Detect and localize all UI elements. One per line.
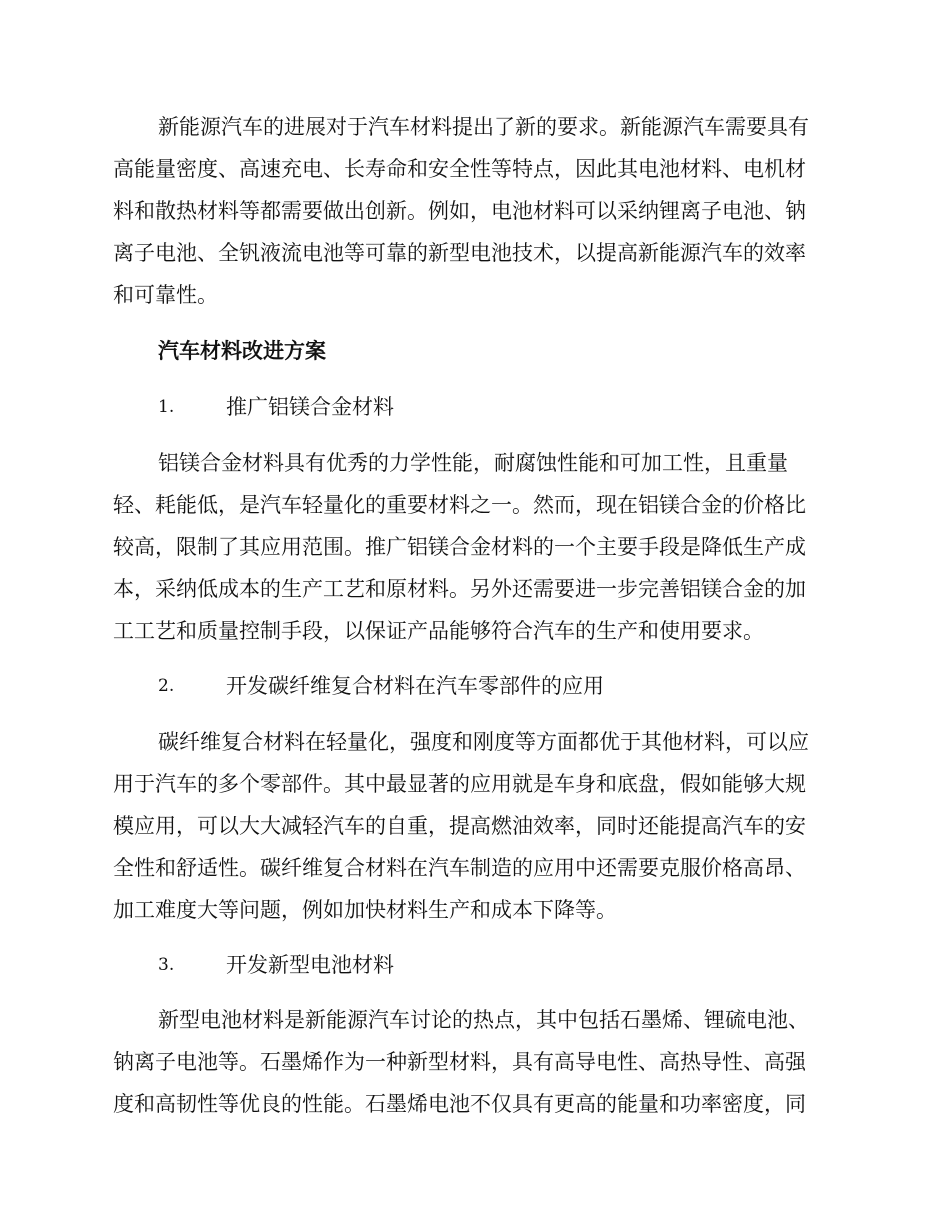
item-title: 推广铝镁合金材料 bbox=[226, 395, 394, 419]
text-line: 度和高韧性等优良的性能。石墨烯电池不仅具有更高的能量和功率密度，同 bbox=[113, 1092, 806, 1116]
text-line: 新能源汽车的进展对于汽车材料提出了新的要求。新能源汽车需要具有 bbox=[158, 115, 809, 139]
text-line: 本，采纳低成本的生产工艺和原材料。另外还需要进一步完善铝镁合金的加 bbox=[113, 577, 806, 601]
text-line: 铝镁合金材料具有优秀的力学性能，耐腐蚀性能和可加工性，且重量 bbox=[158, 451, 788, 475]
text-line: 轻、耗能低，是汽车轻量化的重要材料之一。然而，现在铝镁合金的价格比 bbox=[113, 493, 806, 517]
text-line: 高能量密度、高速充电、长寿命和安全性等特点，因此其电池材料、电机材 bbox=[113, 157, 806, 181]
text-line: 较高，限制了其应用范围。推广铝镁合金材料的一个主要手段是降低生产成 bbox=[113, 535, 806, 559]
text-line: 加工难度大等问题，例如加快材料生产和成本下降等。 bbox=[113, 898, 617, 922]
text-line: 料和散热材料等都需要做出创新。例如，电池材料可以采纳锂离子电池、钠 bbox=[113, 199, 806, 223]
text-line: 模应用，可以大大减轻汽车的自重，提高燃油效率，同时还能提高汽车的安 bbox=[113, 814, 806, 838]
item-title: 开发碳纤维复合材料在汽车零部件的应用 bbox=[226, 674, 604, 698]
item-number: 3. bbox=[158, 955, 175, 975]
item-number: 1. bbox=[158, 397, 175, 417]
section-heading: 汽车材料改进方案 bbox=[158, 338, 326, 363]
text-line: 离子电池、全钒液流电池等可靠的新型电池技术，以提高新能源汽车的效率 bbox=[113, 241, 806, 265]
text-line: 和可靠性。 bbox=[113, 283, 218, 307]
text-line: 工工艺和质量控制手段，以保证产品能够符合汽车的生产和使用要求。 bbox=[113, 619, 764, 643]
text-line: 钠离子电池等。石墨烯作为一种新型材料，具有高导电性、高热导性、高强 bbox=[113, 1050, 806, 1074]
text-line: 碳纤维复合材料在轻量化，强度和刚度等方面都优于其他材料，可以应 bbox=[158, 730, 809, 754]
text-line: 新型电池材料是新能源汽车讨论的热点，其中包括石墨烯、锂硫电池、 bbox=[158, 1008, 809, 1032]
item-number: 2. bbox=[158, 676, 175, 696]
text-line: 全性和舒适性。碳纤维复合材料在汽车制造的应用中还需要克服价格高昂、 bbox=[113, 856, 806, 880]
item-title: 开发新型电池材料 bbox=[226, 953, 394, 977]
text-line: 用于汽车的多个零部件。其中最显著的应用就是车身和底盘，假如能够大规 bbox=[113, 772, 806, 796]
